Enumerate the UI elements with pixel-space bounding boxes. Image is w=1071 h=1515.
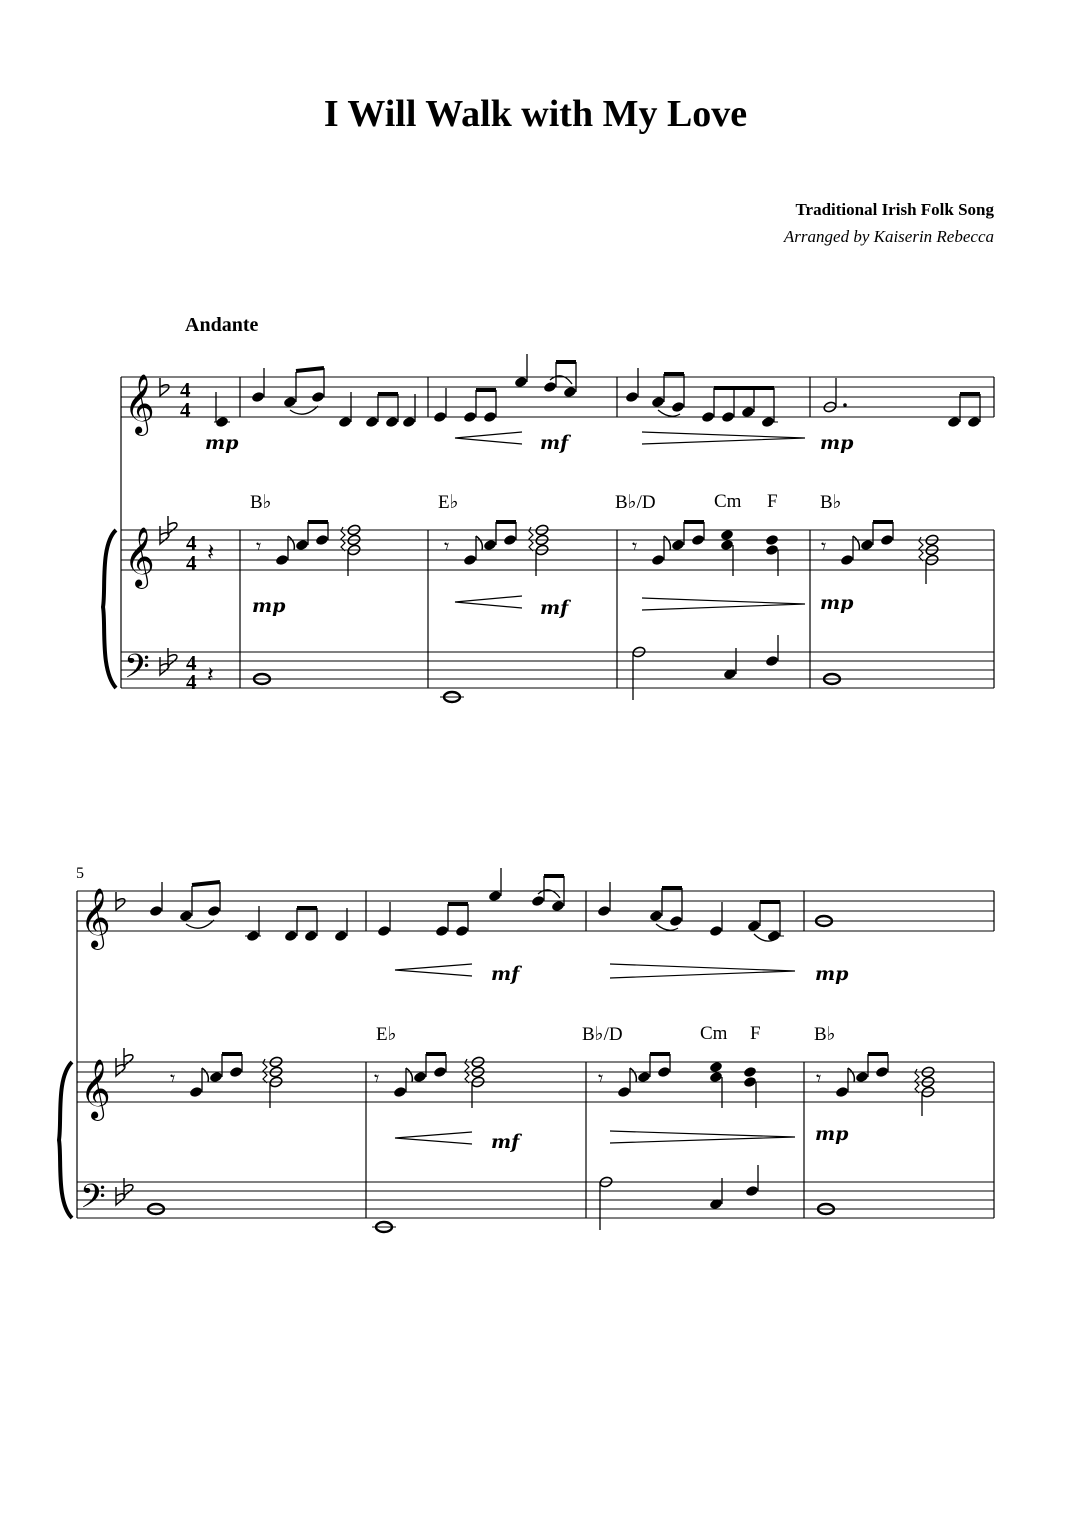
bass-clef: 𝄢 (80, 1178, 106, 1224)
treble-clef: 𝄞 (80, 1059, 111, 1119)
dynamic-mark: mp (820, 432, 854, 454)
chord-symbol: F (750, 1023, 761, 1044)
svg-text:4: 4 (186, 531, 197, 555)
chord-symbol: E♭ (376, 1024, 397, 1045)
svg-text:4: 4 (180, 398, 191, 422)
chord-symbol: Cm (700, 1023, 728, 1044)
composer-credit: Traditional Irish Folk Song (795, 200, 994, 219)
svg-text:4: 4 (186, 670, 197, 694)
dynamic-mark: mf (540, 432, 569, 454)
dynamic-mark: mf (491, 1131, 520, 1153)
svg-text:4: 4 (180, 378, 191, 402)
piano-bass-system-1 (207, 635, 840, 702)
dynamic-mark: mp (820, 592, 854, 614)
treble-clef: 𝄞 (124, 374, 155, 434)
dynamic-mark: mp (205, 432, 239, 454)
dynamic-mark: mf (491, 963, 520, 985)
dynamic-mark: mf (540, 597, 569, 619)
measure-number: 5 (76, 865, 84, 882)
treble-clef: 𝄞 (80, 888, 111, 948)
svg-text:4: 4 (186, 551, 197, 575)
bass-clef: 𝄢 (124, 648, 150, 694)
svg-text:𝄽: 𝄽 (207, 663, 214, 688)
chord-symbol: E♭ (438, 492, 459, 513)
piano-treble-system-1 (207, 522, 939, 584)
svg-text:𝄽: 𝄽 (207, 538, 215, 566)
staff-lines (121, 377, 994, 688)
barlines (121, 377, 994, 688)
score-title: I Will Walk with My Love (323, 93, 748, 135)
dynamic-mark: mp (815, 1123, 849, 1145)
brace (103, 530, 116, 688)
piano-treble-system-2 (170, 1054, 935, 1116)
chord-symbol: B♭ (250, 492, 272, 513)
chord-symbol: F (767, 491, 778, 512)
chord-symbol: B♭/D (615, 492, 656, 513)
chord-symbol: Cm (714, 491, 742, 512)
chord-symbol: B♭ (814, 1024, 836, 1045)
piano-bass-system-2 (148, 1165, 834, 1232)
chord-symbol: B♭ (820, 492, 842, 513)
svg-text:𝄾: 𝄾 (256, 534, 262, 558)
dynamic-mark: mp (815, 963, 849, 985)
dynamic-mark: mp (252, 595, 286, 617)
chord-symbol: B♭/D (582, 1024, 623, 1045)
arranger-credit: Arranged by Kaiserin Rebecca (783, 227, 994, 246)
treble-clef: 𝄞 (124, 527, 155, 587)
brace (59, 1062, 72, 1218)
svg-text:4: 4 (186, 651, 197, 675)
tempo-marking: Andante (185, 314, 259, 336)
